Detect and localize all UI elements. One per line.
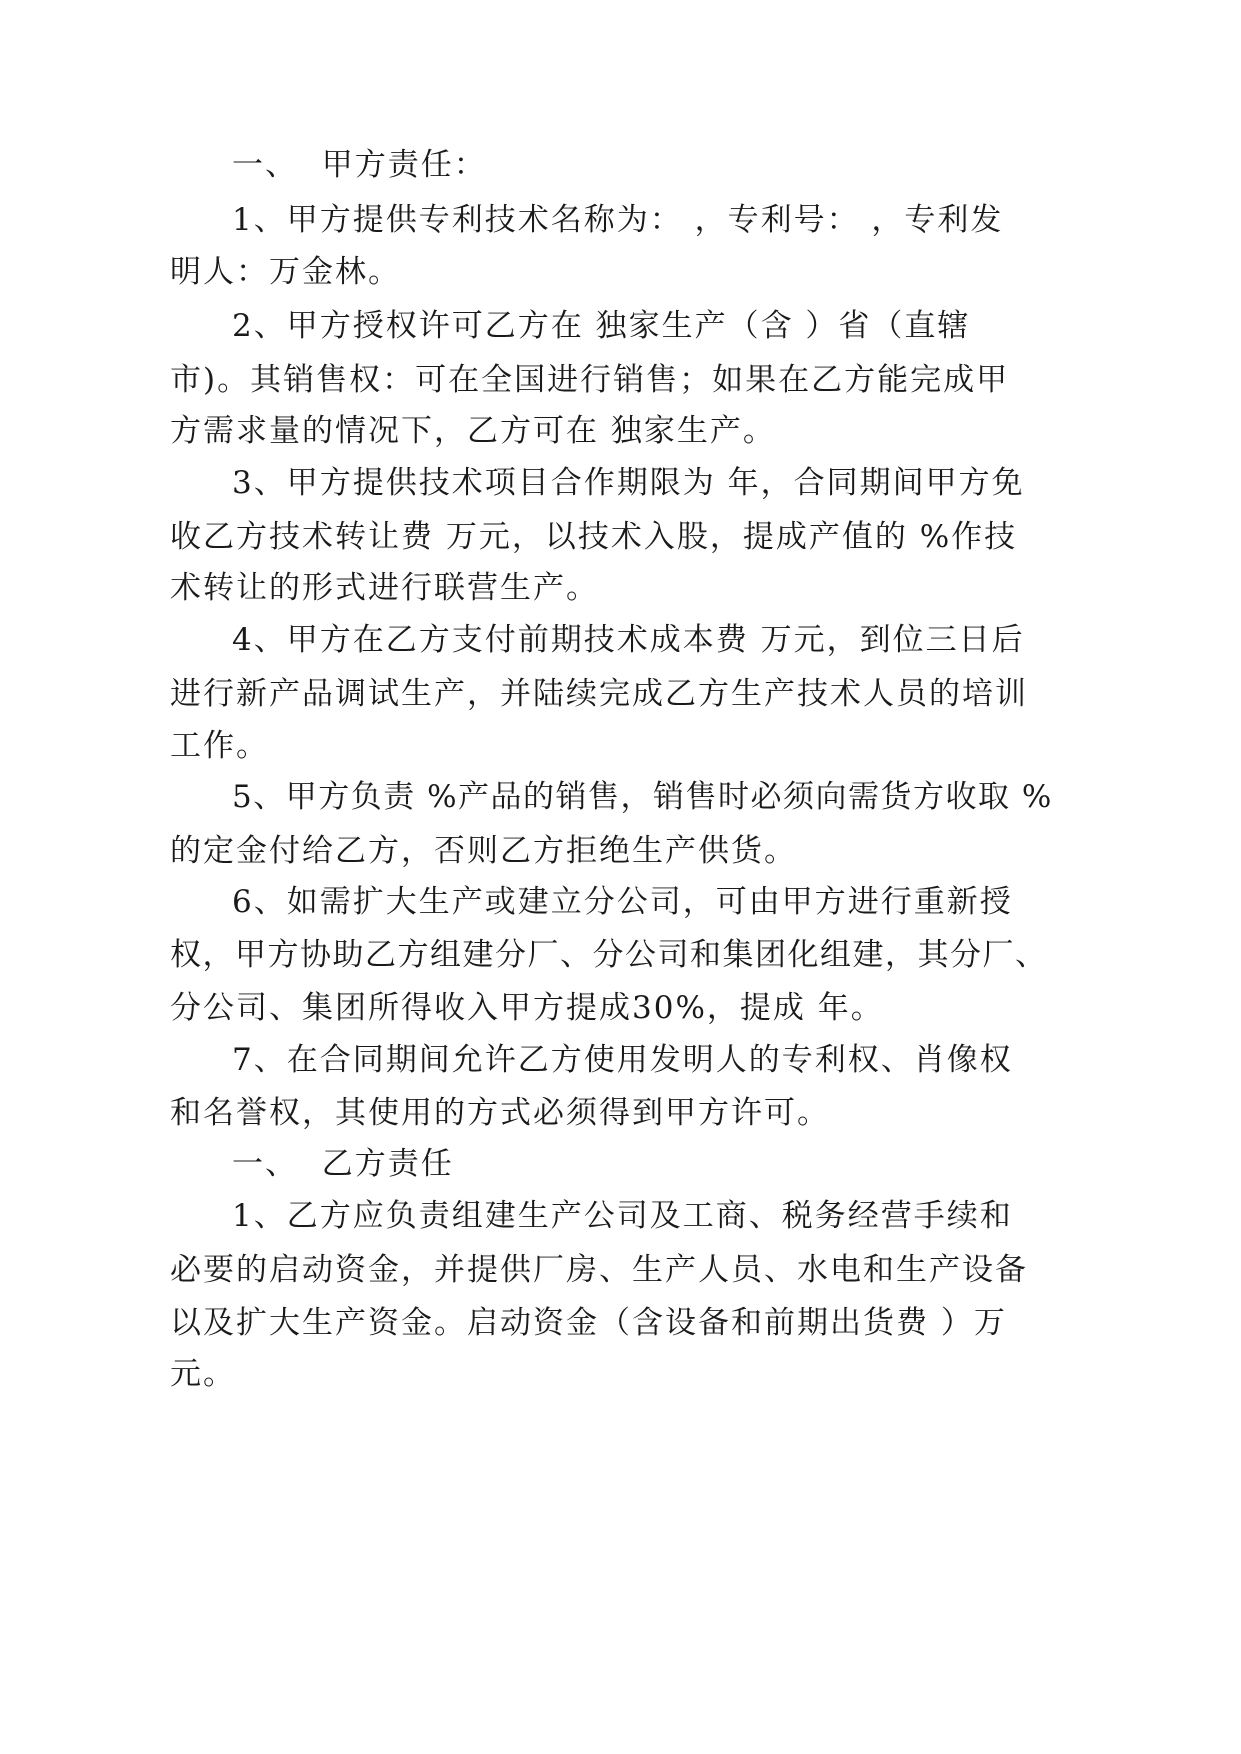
text-line: 分公司、集团所得收入甲方提成30%，提成 年。	[170, 990, 884, 1026]
text-line: 6、如需扩大生产或建立分公司，可由甲方进行重新授	[232, 884, 1013, 920]
text-line: 工作。	[170, 728, 269, 764]
text-line: 7、在合同期间允许乙方使用发明人的专利权、肖像权	[232, 1042, 1013, 1078]
text-line: 以及扩大生产资金。启动资金（含设备和前期出货费 ）万	[170, 1305, 1007, 1341]
text-line: 方需求量的情况下，乙方可在 独家生产。	[170, 413, 776, 449]
text-line: 明人：万金林。	[170, 254, 401, 290]
text-line: 4、甲方在乙方支付前期技术成本费 万元，到位三日后	[232, 622, 1025, 658]
text-line: 市)。其销售权：可在全国进行销售；如果在乙方能完成甲	[170, 362, 1010, 398]
text-line: 权，甲方协助乙方组建分厂、分公司和集团化组建，其分厂、	[170, 937, 1048, 973]
text-line: 术转让的形式进行联营生产。	[170, 570, 599, 606]
text-line: 和名誉权，其使用的方式必须得到甲方许可。	[170, 1095, 830, 1131]
section-heading-party-b: 一、 乙方责任	[232, 1146, 454, 1182]
text-line: 必要的启动资金，并提供厂房、生产人员、水电和生产设备	[170, 1252, 1028, 1288]
text-line: 元。	[170, 1356, 236, 1392]
text-line: 3、甲方提供技术项目合作期限为 年，合同期间甲方免	[232, 465, 1025, 501]
text-line: 收乙方技术转让费 万元，以技术入股，提成产值的 %作技	[170, 519, 1018, 555]
text-line: 5、甲方负责 %产品的销售，销售时必须向需货方收取 %	[232, 779, 1053, 815]
text-line: 的定金付给乙方，否则乙方拒绝生产供货。	[170, 833, 797, 869]
text-line: 1、乙方应负责组建生产公司及工商、税务经营手续和	[232, 1198, 1013, 1234]
section-heading-party-a: 一、 甲方责任：	[232, 147, 487, 183]
text-line: 进行新产品调试生产，并陆续完成乙方生产技术人员的培训	[170, 676, 1028, 712]
text-line: 1、甲方提供专利技术名称为： ，专利号： ，专利发	[232, 202, 1004, 238]
text-line: 2、甲方授权许可乙方在 独家生产（含 ）省（直辖	[232, 308, 971, 344]
